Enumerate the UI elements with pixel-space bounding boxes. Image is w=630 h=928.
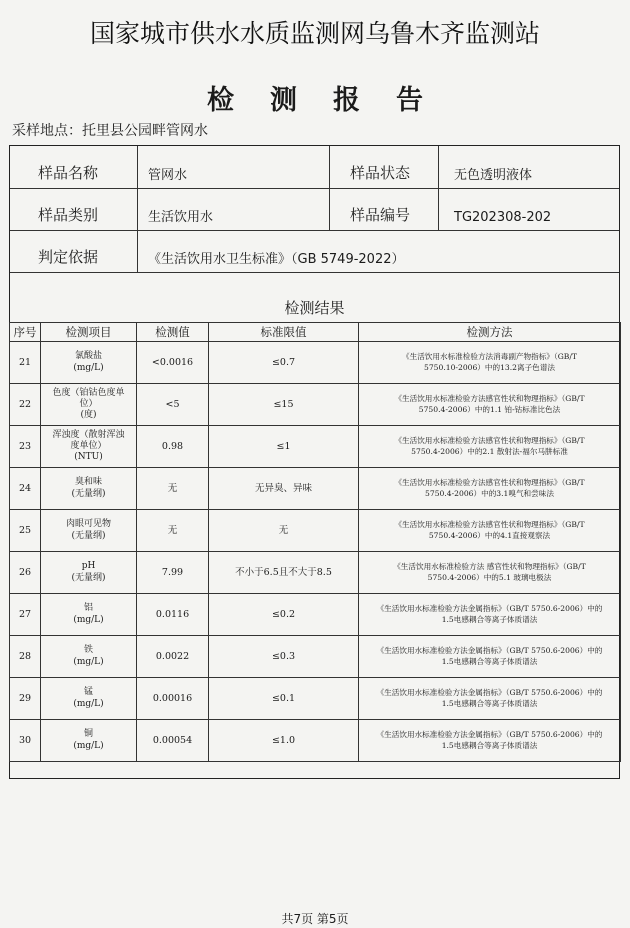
cell-method: 《生活饮用水标准检验方法感官性状和物理指标》（GB/T 5750.4-2006）中的1.1 铂-钴标准比色法: [359, 384, 621, 426]
cell-no: 27: [10, 594, 41, 636]
table-row: [10, 552, 621, 594]
cell-method: 《生活饮用水标准检验方法 感官性状和物理指标》（GB/T 5750.4-2006）中的5.1 玻璃电极法: [359, 552, 621, 594]
cell-value: 无: [137, 468, 209, 510]
table-row: [10, 720, 621, 762]
sample-category-value: 生活饮用水: [148, 210, 214, 225]
table-row: [10, 594, 621, 636]
sample-no-label: 样品编号: [350, 206, 411, 224]
cell-value: 0.0022: [137, 636, 209, 678]
table-header-row: [10, 323, 621, 342]
cell-limit: ≤1: [209, 426, 359, 468]
cell-value: 无: [137, 510, 209, 552]
cell-limit: ≤0.7: [209, 342, 359, 384]
cell-no: 26: [10, 552, 41, 594]
cell-limit: 无: [209, 510, 359, 552]
cell-item: 臭和味 (无量纲): [41, 468, 137, 510]
table-row: [10, 510, 621, 552]
results-table: [9, 322, 621, 762]
cell-no: 30: [10, 720, 41, 762]
cell-limit: ≤0.3: [209, 636, 359, 678]
cell-no: 21: [10, 342, 41, 384]
divider: [137, 146, 138, 188]
table-row: [10, 678, 621, 720]
info-row-basis: [10, 230, 619, 273]
page-number: 共7页 第5页: [281, 912, 349, 926]
col-header-method: 检测方法: [359, 323, 621, 342]
col-header-value: 检测值: [137, 323, 209, 342]
sample-category-label: 样品类别: [38, 206, 99, 224]
cell-no: 24: [10, 468, 41, 510]
sample-name-value: 管网水: [148, 168, 188, 183]
cell-item: 铝 (mg/L): [41, 594, 137, 636]
cell-value: <0.0016: [137, 342, 209, 384]
divider: [137, 188, 138, 230]
report-title: 检测报告: [207, 85, 459, 116]
table-row: [10, 468, 621, 510]
cell-method: 《生活饮用水标准检验方法消毒副产物指标》（GB/T 5750.10-2006）中的13.2离子色谱法: [359, 342, 621, 384]
basis-value: 《生活饮用水卫生标准》（GB 5749-2022）: [148, 252, 405, 267]
cell-item: 铜 (mg/L): [41, 720, 137, 762]
cell-method: 《生活饮用水标准检验方法感官性状和物理指标》（GB/T 5750.4-2006）中的4.1直接观察法: [359, 510, 621, 552]
cell-item: 肉眼可见物 (无量纲): [41, 510, 137, 552]
info-row-name-state: [10, 146, 619, 189]
cell-value: 0.00054: [137, 720, 209, 762]
cell-method: 《生活饮用水标准检验方法金属指标》（GB/T 5750.6-2006）中的 1.5电感耦合等离子体质谱法: [359, 678, 621, 720]
sample-state-value: 无色透明液体: [454, 168, 533, 183]
cell-limit: ≤0.1: [209, 678, 359, 720]
cell-limit: ≤1.0: [209, 720, 359, 762]
cell-item: 浑浊度（散射浑浊 度单位） (NTU): [41, 426, 137, 468]
cell-value: 7.99: [137, 552, 209, 594]
basis-label: 判定依据: [38, 248, 99, 266]
table-row: [10, 636, 621, 678]
cell-value: 0.0116: [137, 594, 209, 636]
cell-method: 《生活饮用水标准检验方法金属指标》（GB/T 5750.6-2006）中的 1.5电感耦合等离子体质谱法: [359, 636, 621, 678]
sampling-location: [12, 120, 208, 140]
cell-item: pH (无量纲): [41, 552, 137, 594]
table-row: [10, 384, 621, 426]
org-title: 国家城市供水水质监测网乌鲁木齐监测站: [89, 19, 540, 48]
cell-no: 25: [10, 510, 41, 552]
results-heading: [10, 272, 619, 323]
cell-no: 29: [10, 678, 41, 720]
col-header-limit: 标准限值: [209, 323, 359, 342]
sample-state-label: 样品状态: [350, 164, 411, 182]
cell-item: 锰 (mg/L): [41, 678, 137, 720]
sampling-location-label: 采样地点：: [12, 123, 82, 139]
divider: [329, 188, 330, 230]
cell-item: 氯酸盐 (mg/L): [41, 342, 137, 384]
divider: [137, 230, 138, 272]
cell-no: 28: [10, 636, 41, 678]
cell-limit: 不小于6.5且不大于8.5: [209, 552, 359, 594]
divider: [438, 188, 439, 230]
report-frame: [9, 145, 620, 779]
cell-value: 0.00016: [137, 678, 209, 720]
cell-item: 色度（铂钴色度单 位） (度): [41, 384, 137, 426]
info-row-category-no: [10, 188, 619, 231]
cell-value: 0.98: [137, 426, 209, 468]
cell-no: 22: [10, 384, 41, 426]
cell-method: 《生活饮用水标准检验方法金属指标》（GB/T 5750.6-2006）中的 1.5电感耦合等离子体质谱法: [359, 720, 621, 762]
sampling-location-value: 托里县公园畔管网水: [82, 123, 208, 139]
cell-limit: 无异臭、异味: [209, 468, 359, 510]
col-header-item: 检测项目: [41, 323, 137, 342]
cell-method: 《生活饮用水标准检验方法感官性状和物理指标》（GB/T 5750.4-2006）中的3.1嗅气和尝味法: [359, 468, 621, 510]
cell-limit: ≤0.2: [209, 594, 359, 636]
cell-limit: ≤15: [209, 384, 359, 426]
divider: [329, 146, 330, 188]
sample-no-value: TG202308-202: [454, 210, 552, 225]
cell-method: 《生活饮用水标准检验方法感官性状和物理指标》（GB/T 5750.4-2006）中的2.1 散射法-福尔马肼标准: [359, 426, 621, 468]
cell-value: <5: [137, 384, 209, 426]
divider: [438, 146, 439, 188]
results-heading-text: 检测结果: [284, 299, 345, 317]
cell-no: 23: [10, 426, 41, 468]
col-header-no: 序号: [10, 323, 41, 342]
table-row: [10, 342, 621, 384]
sample-name-label: 样品名称: [38, 164, 99, 182]
cell-item: 铁 (mg/L): [41, 636, 137, 678]
cell-method: 《生活饮用水标准检验方法金属指标》（GB/T 5750.6-2006）中的 1.5电感耦合等离子体质谱法: [359, 594, 621, 636]
table-row: [10, 426, 621, 468]
